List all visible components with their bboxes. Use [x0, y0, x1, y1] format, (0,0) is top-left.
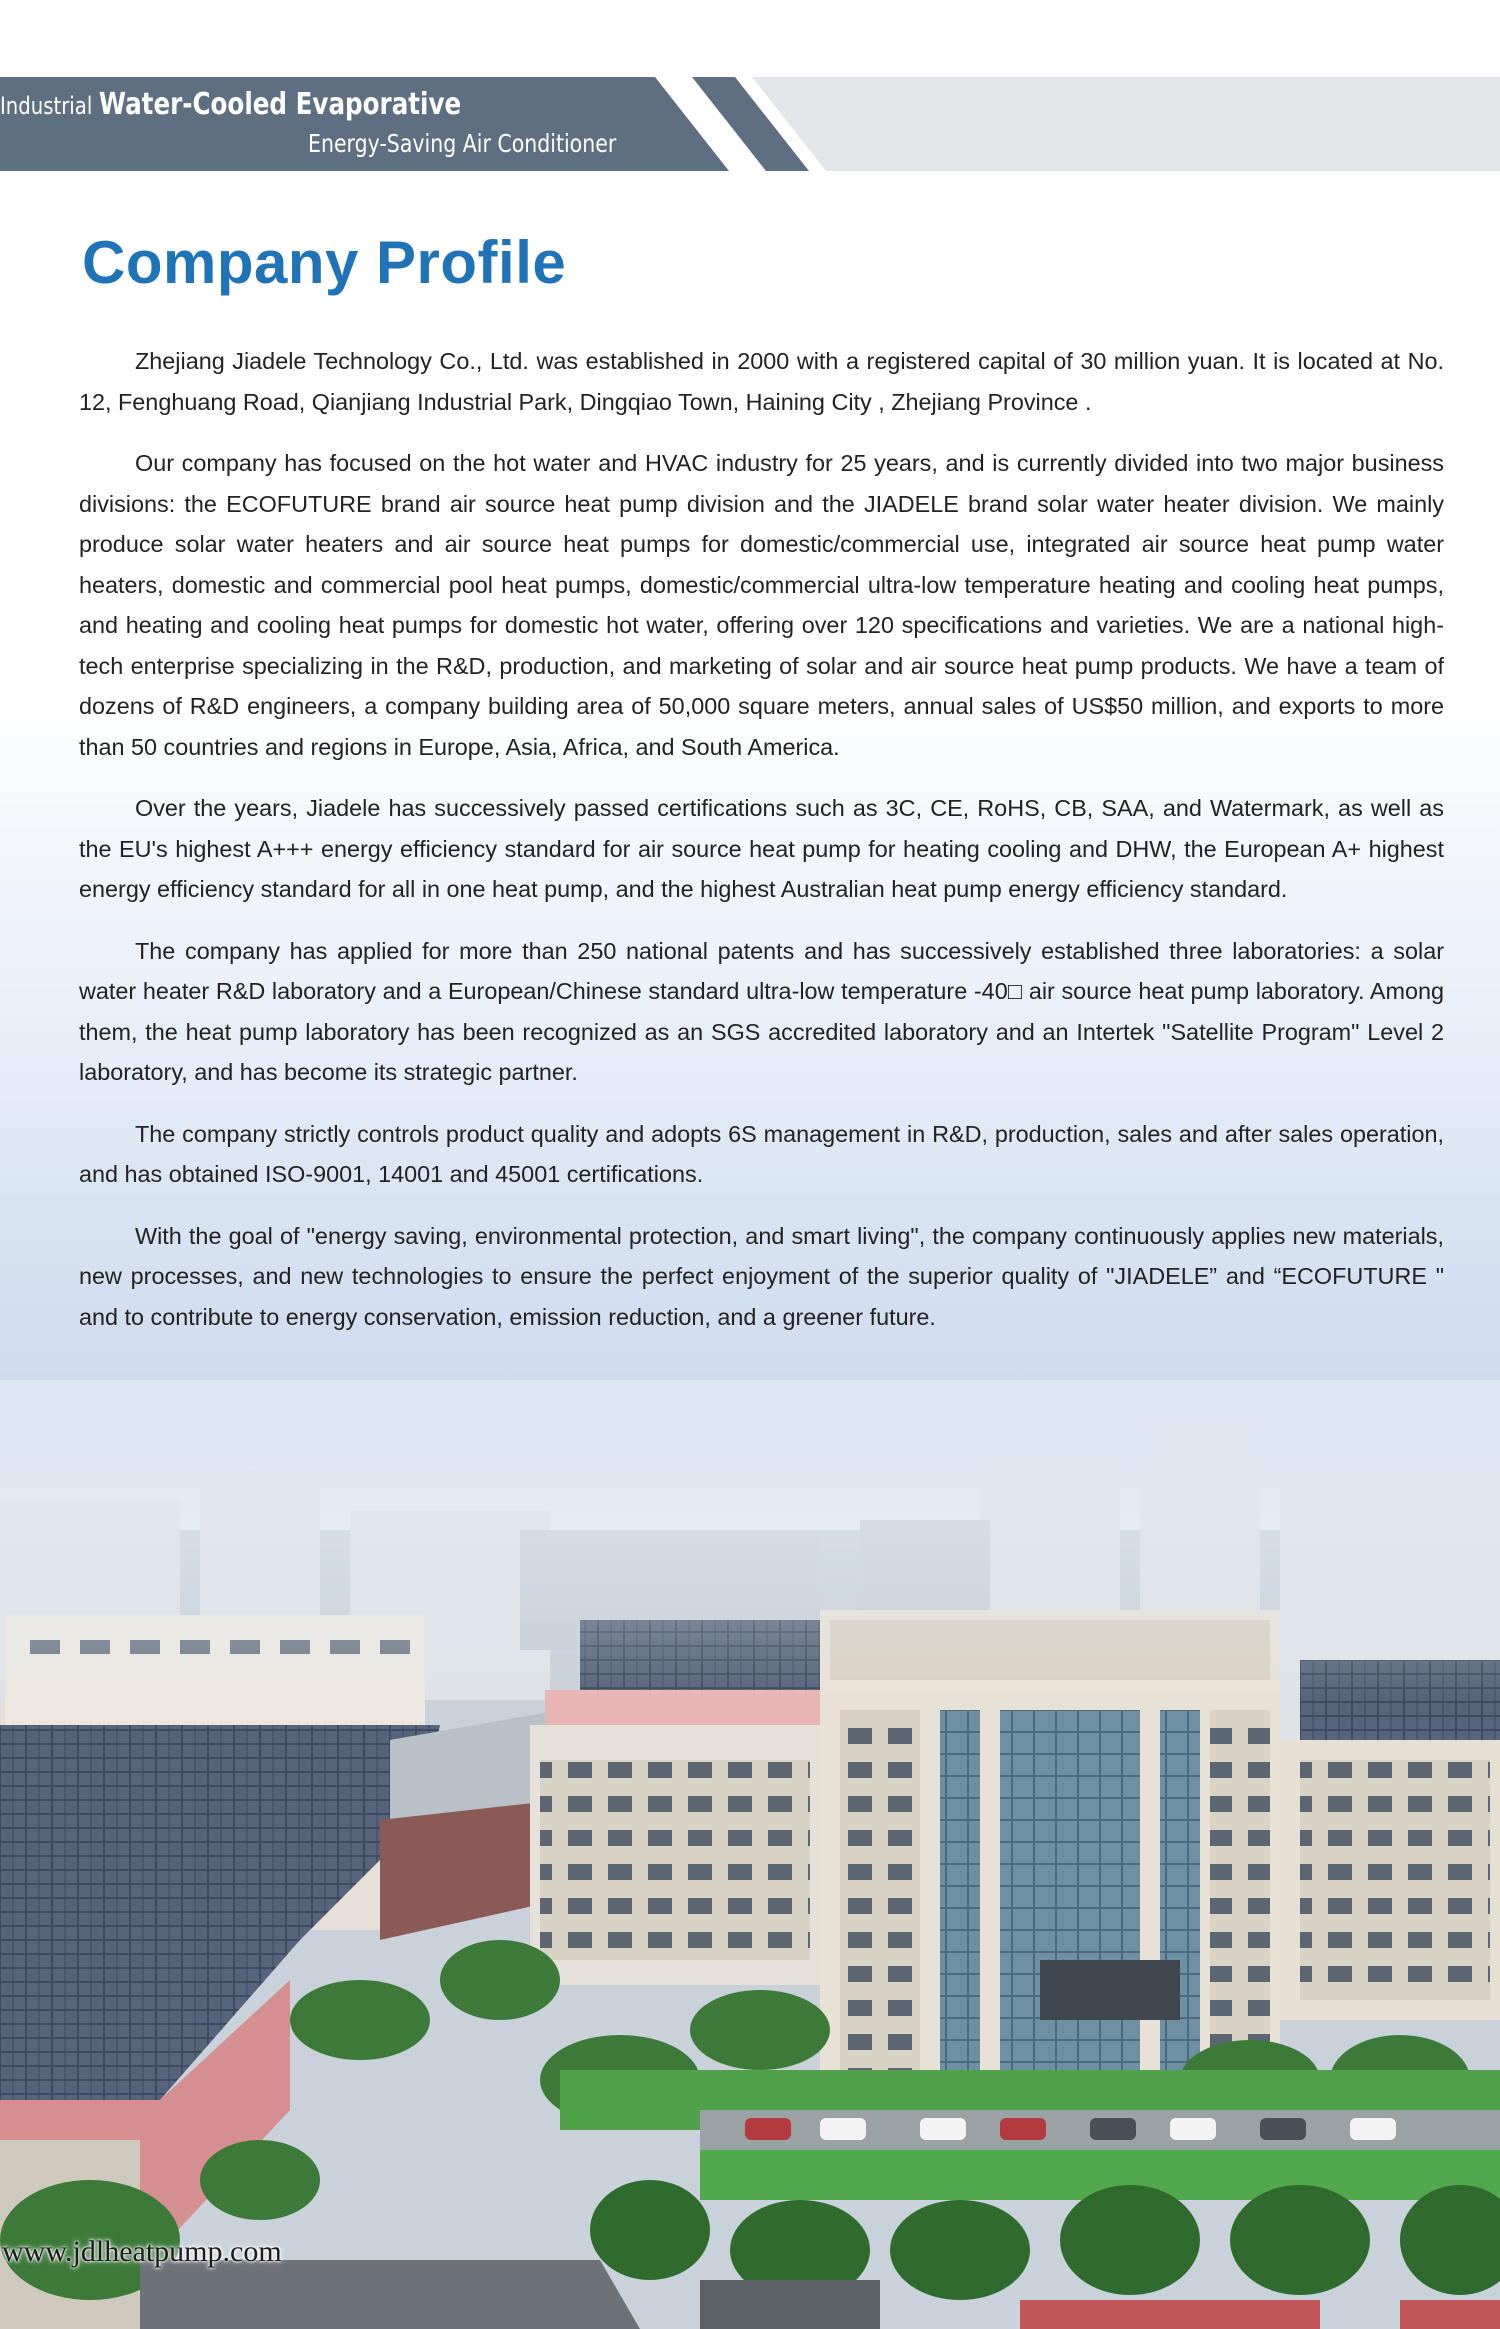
paragraph-goal: With the goal of "energy saving, environmental protection, and smart living", the company continuously applies new materials, new processes, and new technologies to ensure the perfect enjoyment of the superior quality of "JIADELE” and “ECOFUTURE " and to contribute to energy conservation, emission reduction, and a greener future.	[79, 1222, 1444, 1330]
website-url: www.jdlheatpump.com	[2, 2235, 282, 2268]
paragraph-quality: The company strictly controls product quality and adopts 6S management in R&D, production, sales and after sales operation, and has obtained ISO-9001, 14001 and 45001 certifications.	[79, 1120, 1444, 1187]
header-title-line1	[0, 87, 461, 122]
factory-illustration	[0, 1380, 1500, 2329]
header-title-bold: Water-Cooled Evaporative	[98, 87, 462, 122]
page-title: Company Profile	[82, 229, 567, 296]
header-title-line2: Energy-Saving Air Conditioner	[308, 129, 617, 158]
paragraph-business: Our company has focused on the hot water and HVAC industry for 25 years, and is currently divided into two major business divisions: the ECOFUTURE brand air source heat pump division and the JIADELE brand solar water heater division. We mainly produce solar water heaters and air source heat pumps for domestic/commercial use, integrated air source heat pump water heaters, domestic and commercial pool heat pumps, domestic/commercial ultra-low temperature heating and cooling heat pumps, and heating and cooling heat pumps for domestic hot water, offering over 120 specifications and varieties. We are a national high-tech enterprise specializing in the R&D, production, and marketing of solar and air source heat pump products. We have a team of dozens of R&D engineers, a company building area of 50,000 square meters, annual sales of US$50 million, and exports to more than 50 countries and regions in Europe, Asia, Africa, and South America.	[79, 450, 1444, 760]
profile-text	[79, 341, 1444, 1358]
paragraph-establishment: Zhejiang Jiadele Technology Co., Ltd. was established in 2000 with a registered capital of 30 million yuan. It is located at No. 12, Fenghuang Road, Qianjiang Industrial Park, Dingqiao Town, Haining City , Zhejiang Province .	[79, 348, 1444, 415]
header-title-light: Industrial	[0, 92, 93, 120]
paragraph-patents: The company has applied for more than 250 national patents and has successively established three laboratories: a solar water heater R&D laboratory and a European/Chinese standard ultra-low temperature -40□ air source heat pump laboratory. Among them, the heat pump laboratory has been recognized as an SGS accredited laboratory and an Intertek "Satellite Program" Level 2 laboratory, and has become its strategic partner.	[79, 937, 1444, 1085]
factory-aerial-photo	[0, 1380, 1500, 2329]
header-band	[0, 77, 1500, 171]
paragraph-certifications: Over the years, Jiadele has successively passed certifications such as 3C, CE, RoHS, CB, SAA, and Watermark, as well as the EU's highest A+++ energy efficiency standard for air source heat pump for heating cooling and DHW, the European A+ highest energy efficiency standard for all in one heat pump, and the highest Australian heat pump energy efficiency standard.	[79, 795, 1444, 902]
